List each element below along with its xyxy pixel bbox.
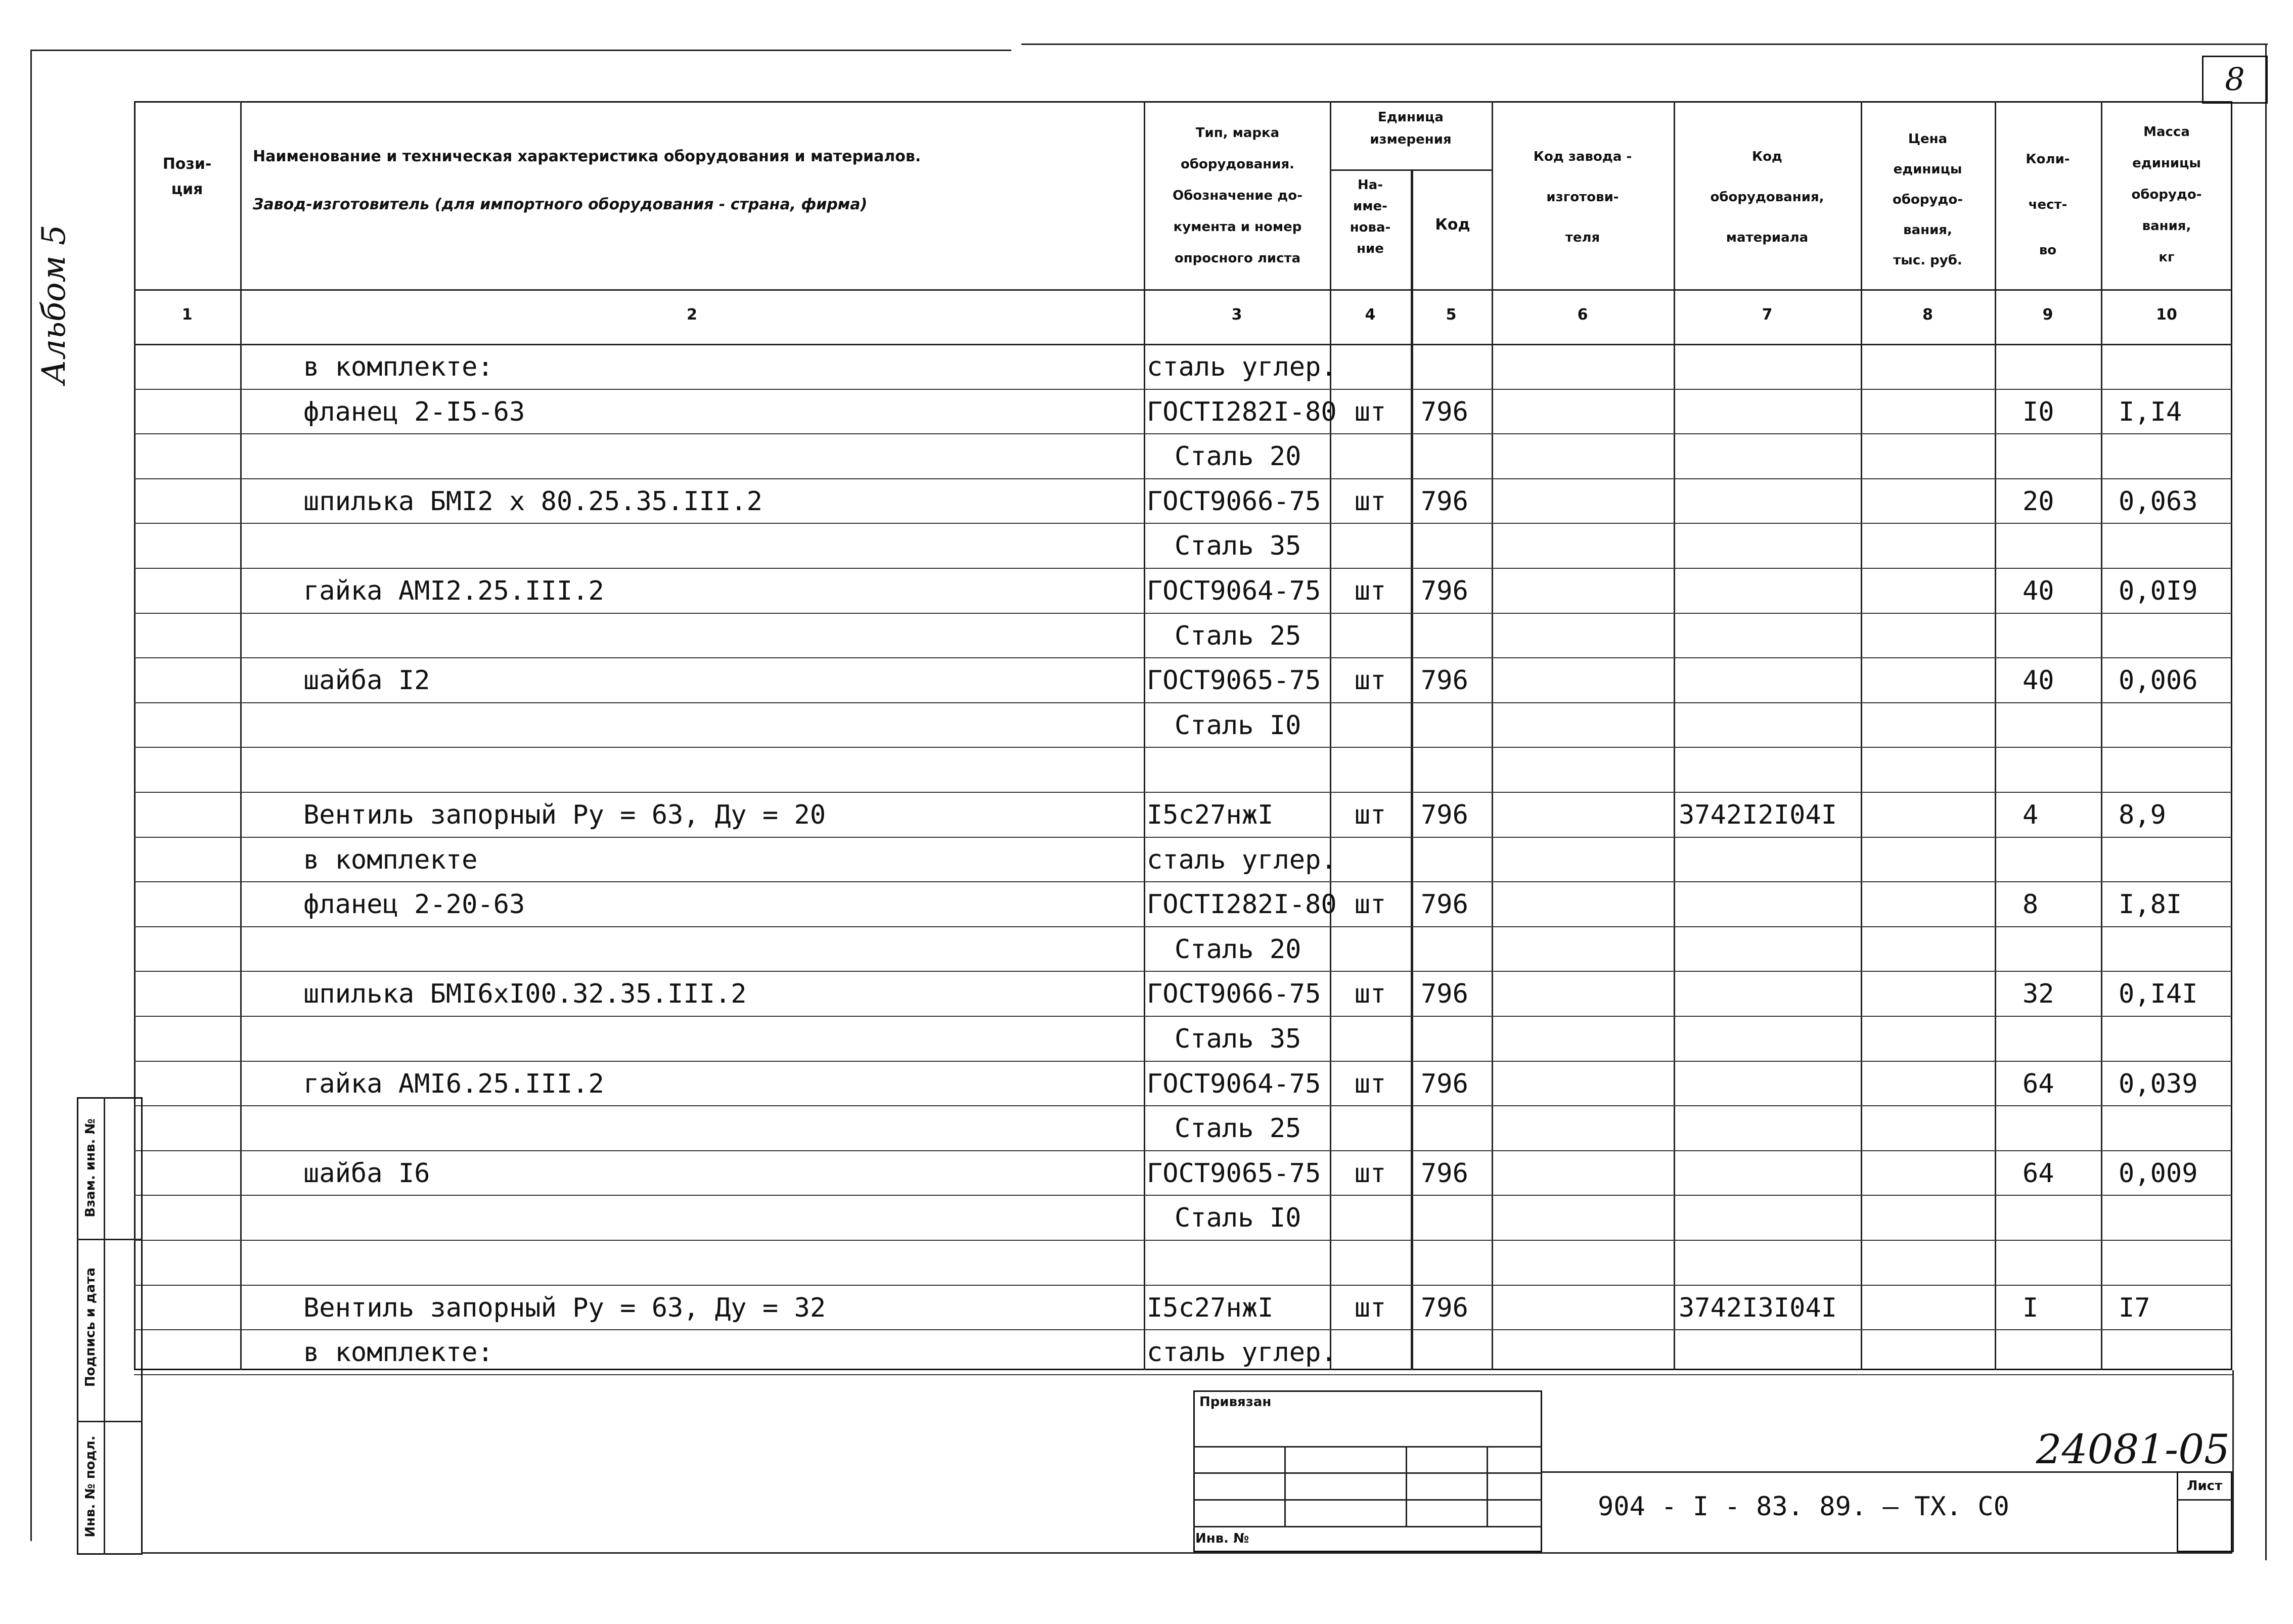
cell-quantity: 4 (2022, 800, 2039, 830)
frame-top-line-right (1021, 43, 2268, 45)
cell-type: Сталь I0 (1175, 710, 1301, 741)
side-stamp-inv-podl: Инв. № подл. (83, 1435, 98, 1538)
header-mass: Масса единицы оборудо- вания, кг (2131, 124, 2202, 265)
colnum-6: 6 (1577, 306, 1588, 324)
header-quantity: Коли- чест- во (2026, 152, 2070, 258)
cell-type: ГОСТ9066-75 (1147, 486, 1321, 517)
cell-unit: шт (1354, 1158, 1386, 1189)
binding-stamp-vline-3 (1487, 1446, 1488, 1526)
side-stamp-divider (104, 1097, 105, 1555)
cell-unit: шт (1354, 1068, 1386, 1099)
cell-name: в комплекте: (303, 1337, 493, 1368)
cell-quantity: 32 (2022, 979, 2054, 1010)
cell-mass: 0,I4I (2119, 979, 2198, 1010)
binding-stamp-label: Привязан (1199, 1394, 1272, 1410)
cell-type: ГОСТ9066-75 (1147, 979, 1321, 1010)
cell-mass: 0,039 (2119, 1068, 2198, 1099)
colnum-2: 2 (687, 306, 697, 324)
header-units-group: Единица измерения (1370, 110, 1452, 147)
cell-unit-code: 796 (1421, 665, 1468, 696)
cell-unit-code: 796 (1421, 486, 1468, 517)
cell-name: фланец 2-I5-63 (303, 396, 525, 427)
frame-right-inner (2232, 1370, 2234, 1552)
colnum-10: 10 (2156, 306, 2177, 324)
cell-mass: 8,9 (2119, 800, 2166, 830)
header-type: Тип, марка оборудования. Обозначение до- кумента и номер опросного листа (1173, 125, 1302, 266)
cell-unit-code: 796 (1421, 396, 1468, 427)
cell-quantity: I0 (2022, 396, 2054, 427)
cell-name: Вентиль запорный Ру = 63, Ду = 32 (303, 1292, 826, 1323)
cell-name: в комплекте: (303, 352, 493, 382)
binding-stamp-line-4 (1193, 1526, 1542, 1527)
cell-unit-code: 796 (1421, 576, 1468, 606)
cell-mass: I,8I (2119, 889, 2182, 920)
colnum-5: 5 (1446, 306, 1457, 324)
cell-type: ГОСТ9065-75 (1147, 665, 1321, 696)
colnum-7: 7 (1762, 306, 1773, 324)
cell-quantity: I (2022, 1292, 2039, 1323)
cell-mass: I7 (2119, 1292, 2150, 1323)
cell-type: сталь углер. (1147, 844, 1337, 875)
sheet-box-line (2177, 1499, 2232, 1501)
cell-unit-code: 796 (1421, 1158, 1468, 1189)
header-equipment-code: Код оборудования, материала (1710, 149, 1824, 245)
cell-type: ГОСТ9064-75 (1147, 1068, 1321, 1099)
side-stamp-vzam: Взам. инв. № (83, 1118, 98, 1217)
cell-unit-code: 796 (1421, 1292, 1468, 1323)
cell-type: ГОСТ9064-75 (1147, 576, 1321, 606)
cell-unit: шт (1354, 576, 1386, 606)
cell-unit-code: 796 (1421, 1068, 1468, 1099)
cell-quantity: 64 (2022, 1158, 2054, 1189)
colnum-4: 4 (1365, 306, 1376, 324)
cell-quantity: 8 (2022, 889, 2039, 920)
sheet-label: Лист (2186, 1478, 2223, 1494)
cell-type: Сталь 25 (1175, 620, 1301, 651)
header-name-line1: Наименование и техническая характеристика оборудования и материалов. (253, 148, 921, 165)
page-number: 8 (2225, 61, 2245, 98)
frame-right-line (2265, 43, 2267, 1560)
frame-left-line (30, 50, 32, 1541)
cell-name: гайка АМI6.25.III.2 (303, 1068, 604, 1099)
cell-unit: шт (1354, 665, 1386, 696)
cell-type: I5с27нжI (1147, 1292, 1274, 1323)
cell-name: шайба I6 (303, 1158, 430, 1189)
cell-equipment-code: 3742I2I04I (1679, 800, 1837, 830)
header-unit-code: Код (1435, 216, 1470, 234)
cell-unit-code: 796 (1421, 889, 1468, 920)
cell-quantity: 40 (2022, 665, 2054, 696)
binding-stamp-vline-1 (1284, 1446, 1286, 1526)
cell-unit-code: 796 (1421, 979, 1468, 1010)
cell-type: ГОСТI282I-80 (1147, 396, 1337, 427)
binding-stamp-line-1 (1193, 1446, 1542, 1448)
cell-mass: 0,006 (2119, 665, 2198, 696)
table-row (134, 748, 2232, 793)
cell-name: фланец 2-20-63 (303, 889, 525, 920)
header-unit-name: На- име- нова- ние (1350, 177, 1391, 256)
binding-stamp-vline-2 (1406, 1446, 1407, 1526)
table-row (134, 1241, 2232, 1286)
cell-mass: 0,009 (2119, 1158, 2198, 1189)
cell-unit: шт (1354, 486, 1386, 517)
header-price: Цена единицы оборудо- вания, тыс. руб. (1892, 131, 1963, 268)
header-bottom-line (134, 289, 2232, 291)
cell-mass: I,I4 (2119, 396, 2182, 427)
cell-unit: шт (1354, 800, 1386, 830)
cell-name: Вентиль запорный Ру = 63, Ду = 20 (303, 800, 826, 830)
cell-name: в комплекте (303, 844, 478, 875)
binding-stamp-line-3 (1193, 1499, 1542, 1501)
cell-type: Сталь I0 (1175, 1203, 1301, 1234)
cell-unit-code: 796 (1421, 800, 1468, 830)
frame-top-line-left (30, 50, 1011, 51)
header-name-line2: Завод-изготовитель (для импортного оборудования - страна, фирма) (253, 196, 868, 213)
cell-type: Сталь 35 (1175, 531, 1301, 562)
cell-name: шайба I2 (303, 665, 430, 696)
cell-equipment-code: 3742I3I04I (1679, 1292, 1837, 1323)
cell-type: ГОСТI282I-80 (1147, 889, 1337, 920)
cell-type: Сталь 20 (1175, 441, 1301, 472)
cell-type: I5с27нжI (1147, 800, 1274, 830)
binding-stamp-inv: Инв. № (1195, 1531, 1249, 1546)
cell-type: Сталь 20 (1175, 934, 1301, 965)
cell-name: шпилька БМI2 x 80.25.35.III.2 (303, 486, 762, 517)
handwritten-number: 24081-05 (2036, 1426, 2230, 1473)
cell-name: гайка АМI2.25.III.2 (303, 576, 604, 606)
header-position: Пози- ция (162, 155, 212, 198)
cell-unit: шт (1354, 396, 1386, 427)
header-factory-code: Код завода - изготови- теля (1533, 149, 1632, 245)
colnum-8: 8 (1922, 306, 1933, 324)
cell-type: сталь углер. (1147, 352, 1337, 382)
colnum-9: 9 (2042, 306, 2053, 324)
cell-quantity: 40 (2022, 576, 2054, 606)
cell-unit: шт (1354, 979, 1386, 1010)
cell-unit: шт (1354, 1292, 1386, 1323)
colnum-1: 1 (182, 306, 193, 324)
cell-quantity: 20 (2022, 486, 2054, 517)
cell-type: ГОСТ9065-75 (1147, 1158, 1321, 1189)
cell-unit: шт (1354, 889, 1386, 920)
album-label: Альбом 5 (35, 224, 73, 384)
cell-type: Сталь 25 (1175, 1113, 1301, 1144)
cell-mass: 0,0I9 (2119, 576, 2198, 606)
cell-mass: 0,063 (2119, 486, 2198, 517)
cell-quantity: 64 (2022, 1068, 2054, 1099)
cell-name: шпилька БМI6xI00.32.35.III.2 (303, 979, 747, 1010)
cell-type: сталь углер. (1147, 1337, 1337, 1368)
document-code: 904 - I - 83. 89. — ТХ. С0 (1598, 1492, 2009, 1522)
side-stamp-podpis: Подпись и дата (83, 1267, 98, 1387)
cell-type: Сталь 35 (1175, 1024, 1301, 1054)
colnum-3: 3 (1231, 306, 1242, 324)
frame-bottom-line (142, 1552, 2232, 1554)
binding-stamp-line-2 (1193, 1472, 1542, 1474)
